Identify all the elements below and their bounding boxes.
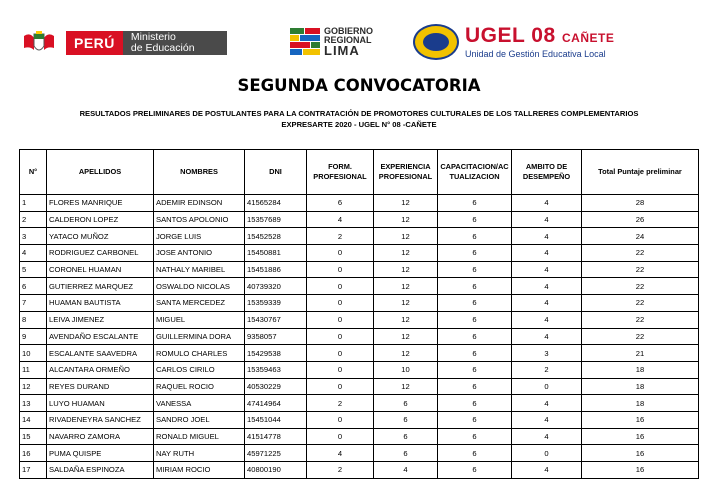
ugel-full-name: Unidad de Gestión Educativa Local [465, 49, 606, 59]
col-form-profesional-cell: 4 [307, 211, 374, 228]
col-number-cell: 10 [20, 345, 47, 362]
ugel-logo [413, 24, 614, 60]
col-experiencia-cell: 4 [374, 462, 438, 479]
table-row [20, 395, 699, 412]
table-row [20, 428, 699, 445]
header-logos [0, 24, 718, 64]
col-experiencia-cell: 12 [374, 245, 438, 262]
col-ambito-cell: 4 [512, 195, 582, 212]
col-apellidos-cell: YATACO MUÑOZ [47, 228, 154, 245]
col-number-cell: 9 [20, 328, 47, 345]
col-dni-cell: 41514778 [245, 428, 307, 445]
table-row [20, 245, 699, 262]
col-form-profesional-cell: 2 [307, 228, 374, 245]
col-experiencia-cell: 12 [374, 195, 438, 212]
col-apellidos-header: APELLIDOS [47, 150, 154, 195]
col-experiencia-cell: 12 [374, 228, 438, 245]
col-form-profesional-cell: 0 [307, 295, 374, 312]
col-dni-cell: 40800190 [245, 462, 307, 479]
col-experiencia-cell: 6 [374, 445, 438, 462]
ministry-line1: Ministerio [130, 31, 176, 43]
col-ambito-cell: 4 [512, 245, 582, 262]
col-dni-cell: 15450881 [245, 245, 307, 262]
col-form-profesional-cell: 4 [307, 445, 374, 462]
col-nombres-header: NOMBRES [154, 150, 245, 195]
col-apellidos-cell: ESCALANTE SAAVEDRA [47, 345, 154, 362]
col-form-profesional-cell: 6 [307, 195, 374, 212]
ministry-label [123, 31, 227, 55]
results-table [19, 149, 699, 479]
col-apellidos-cell: GUTIERREZ MARQUEZ [47, 278, 154, 295]
col-total-cell: 16 [582, 411, 699, 428]
gob-line3: LIMA [324, 43, 360, 58]
table-row [20, 378, 699, 395]
table-row [20, 328, 699, 345]
col-experiencia-cell: 12 [374, 295, 438, 312]
col-form-profesional-cell: 0 [307, 328, 374, 345]
col-apellidos-cell: SALDAÑA ESPINOZA [47, 462, 154, 479]
col-capacitacion-cell: 6 [438, 211, 512, 228]
col-number-cell: 4 [20, 245, 47, 262]
gobierno-regional-text [324, 27, 373, 57]
regional-emblem-icon [290, 28, 320, 56]
col-dni-cell: 45971225 [245, 445, 307, 462]
col-total-cell: 22 [582, 245, 699, 262]
col-capacitacion-cell: 6 [438, 428, 512, 445]
coat-of-arms-icon [22, 30, 56, 56]
col-number-cell: 8 [20, 311, 47, 328]
col-capacitacion-cell: 6 [438, 378, 512, 395]
col-capacitacion-cell: 6 [438, 462, 512, 479]
col-ambito-cell: 3 [512, 345, 582, 362]
col-number-cell: 3 [20, 228, 47, 245]
gobierno-regional-logo [290, 27, 373, 57]
col-capacitacion-cell: 6 [438, 411, 512, 428]
col-nombres-cell: RAQUEL ROCIO [154, 378, 245, 395]
subtitle-line1: RESULTADOS PRELIMINARES DE POSTULANTES PARA LA CONTRATACIÓN DE PROMOTORES CULTURALES DE LOS TALLRERES COMPLEMENTARIOS [79, 109, 639, 118]
col-ambito-cell: 4 [512, 328, 582, 345]
col-apellidos-cell: NAVARRO ZAMORA [47, 428, 154, 445]
col-apellidos-cell: AVENDAÑO ESCALANTE [47, 328, 154, 345]
col-capacitacion-cell: 6 [438, 228, 512, 245]
col-experiencia-cell: 6 [374, 411, 438, 428]
col-nombres-cell: SANDRO JOEL [154, 411, 245, 428]
col-form-profesional-cell: 0 [307, 428, 374, 445]
col-ambito-cell: 4 [512, 261, 582, 278]
col-form-profesional-cell: 0 [307, 311, 374, 328]
col-experiencia-cell: 10 [374, 361, 438, 378]
col-ambito-cell: 0 [512, 445, 582, 462]
col-dni-cell: 15429538 [245, 345, 307, 362]
col-nombres-cell: GUILLERMINA DORA [154, 328, 245, 345]
table-row [20, 261, 699, 278]
col-ambito-cell: 2 [512, 361, 582, 378]
col-capacitacion-cell: 6 [438, 361, 512, 378]
col-experiencia-cell: 12 [374, 211, 438, 228]
ugel-name [465, 25, 614, 49]
col-number-cell: 15 [20, 428, 47, 445]
col-number-cell: 13 [20, 395, 47, 412]
col-total-cell: 18 [582, 378, 699, 395]
col-capacitacion-cell: 6 [438, 445, 512, 462]
peru-minedu-logo [22, 30, 227, 56]
col-nombres-cell: VANESSA [154, 395, 245, 412]
ugel-emblem-icon [413, 24, 459, 60]
col-capacitacion-cell: 6 [438, 395, 512, 412]
col-apellidos-cell: RODRIGUEZ CARBONEL [47, 245, 154, 262]
col-total-header: Total Puntaje preliminar [582, 150, 699, 195]
col-apellidos-cell: CALDERON LOPEZ [47, 211, 154, 228]
col-dni-cell: 40739320 [245, 278, 307, 295]
col-ambito-cell: 4 [512, 395, 582, 412]
col-nombres-cell: ADEMIR EDINSON [154, 195, 245, 212]
subtitle-line2: EXPRESARTE 2020 - UGEL N° 08 -CAÑETE [281, 120, 437, 129]
col-number-header: N° [20, 150, 47, 195]
col-capacitacion-cell: 6 [438, 278, 512, 295]
col-number-cell: 1 [20, 195, 47, 212]
col-apellidos-cell: RIVADENEYRA SANCHEZ [47, 411, 154, 428]
peru-label: PERÚ [66, 31, 123, 55]
col-experiencia-cell: 12 [374, 278, 438, 295]
col-total-cell: 22 [582, 261, 699, 278]
col-total-cell: 16 [582, 445, 699, 462]
col-total-cell: 18 [582, 361, 699, 378]
col-total-cell: 16 [582, 428, 699, 445]
col-nombres-cell: MIGUEL [154, 311, 245, 328]
col-dni-cell: 15359339 [245, 295, 307, 312]
col-number-cell: 14 [20, 411, 47, 428]
col-form-profesional-cell: 0 [307, 261, 374, 278]
col-capacitacion-cell: 6 [438, 311, 512, 328]
table-row [20, 311, 699, 328]
col-total-cell: 28 [582, 195, 699, 212]
col-form-profesional-cell: 0 [307, 345, 374, 362]
col-nombres-cell: NATHALY MARIBEL [154, 261, 245, 278]
ugel-suffix: CAÑETE [562, 31, 615, 45]
col-form-profesional-cell: 2 [307, 395, 374, 412]
col-form-profesional-cell: 0 [307, 361, 374, 378]
table-row [20, 361, 699, 378]
col-apellidos-cell: FLORES MANRIQUE [47, 195, 154, 212]
col-nombres-cell: JORGE LUIS [154, 228, 245, 245]
col-apellidos-cell: HUAMAN BAUTISTA [47, 295, 154, 312]
col-experiencia-cell: 12 [374, 328, 438, 345]
col-nombres-cell: ROMULO CHARLES [154, 345, 245, 362]
table-row [20, 411, 699, 428]
col-form-profesional-cell: 0 [307, 278, 374, 295]
table-row [20, 345, 699, 362]
col-dni-header: DNI [245, 150, 307, 195]
col-experiencia-cell: 12 [374, 378, 438, 395]
col-dni-cell: 41565284 [245, 195, 307, 212]
col-nombres-cell: OSWALDO NICOLAS [154, 278, 245, 295]
ugel-text [465, 25, 614, 59]
col-form-profesional-header: FORM. PROFESIONAL [307, 150, 374, 195]
col-capacitacion-cell: 6 [438, 245, 512, 262]
col-ambito-cell: 4 [512, 311, 582, 328]
col-number-cell: 2 [20, 211, 47, 228]
col-ambito-cell: 4 [512, 428, 582, 445]
col-experiencia-cell: 12 [374, 261, 438, 278]
col-ambito-cell: 4 [512, 411, 582, 428]
table-row [20, 228, 699, 245]
page-title: SEGUNDA CONVOCATORIA [237, 76, 481, 95]
col-number-cell: 17 [20, 462, 47, 479]
col-dni-cell: 15451886 [245, 261, 307, 278]
header-row [20, 150, 699, 195]
col-dni-cell: 9358057 [245, 328, 307, 345]
col-total-cell: 26 [582, 211, 699, 228]
table-body [20, 195, 699, 479]
gob-line2: REGIONAL [324, 35, 372, 45]
col-nombres-cell: MIRIAM ROCIO [154, 462, 245, 479]
table-row [20, 445, 699, 462]
col-number-cell: 11 [20, 361, 47, 378]
table-row [20, 295, 699, 312]
gob-line1: GOBIERNO [324, 26, 374, 36]
col-experiencia-cell: 12 [374, 345, 438, 362]
col-number-cell: 7 [20, 295, 47, 312]
col-capacitacion-cell: 6 [438, 295, 512, 312]
col-nombres-cell: CARLOS CIRILO [154, 361, 245, 378]
table-row [20, 462, 699, 479]
col-apellidos-cell: LUYO HUAMAN [47, 395, 154, 412]
col-dni-cell: 15359463 [245, 361, 307, 378]
col-total-cell: 18 [582, 395, 699, 412]
table-header [20, 150, 699, 195]
table-row [20, 211, 699, 228]
col-ambito-header: AMBITO DE DESEMPEÑO [512, 150, 582, 195]
col-nombres-cell: RONALD MIGUEL [154, 428, 245, 445]
col-number-cell: 5 [20, 261, 47, 278]
col-total-cell: 22 [582, 328, 699, 345]
col-form-profesional-cell: 0 [307, 378, 374, 395]
col-apellidos-cell: REYES DURAND [47, 378, 154, 395]
ministry-line2: de Educación [130, 42, 195, 54]
col-form-profesional-cell: 2 [307, 462, 374, 479]
col-number-cell: 12 [20, 378, 47, 395]
col-nombres-cell: SANTA MERCEDEZ [154, 295, 245, 312]
page-subtitle [0, 108, 718, 130]
col-experiencia-cell: 6 [374, 428, 438, 445]
col-dni-cell: 15357689 [245, 211, 307, 228]
col-total-cell: 22 [582, 311, 699, 328]
col-ambito-cell: 0 [512, 378, 582, 395]
table-row [20, 278, 699, 295]
col-ambito-cell: 4 [512, 211, 582, 228]
col-form-profesional-cell: 0 [307, 245, 374, 262]
col-capacitacion-cell: 6 [438, 328, 512, 345]
col-nombres-cell: SANTOS APOLONIO [154, 211, 245, 228]
col-form-profesional-cell: 0 [307, 411, 374, 428]
col-apellidos-cell: PUMA QUISPE [47, 445, 154, 462]
col-number-cell: 6 [20, 278, 47, 295]
col-total-cell: 24 [582, 228, 699, 245]
table-row [20, 195, 699, 212]
col-capacitacion-header: CAPACITACION/ACTUALIZACION [438, 150, 512, 195]
col-experiencia-cell: 6 [374, 395, 438, 412]
col-total-cell: 22 [582, 278, 699, 295]
col-dni-cell: 15452528 [245, 228, 307, 245]
col-total-cell: 22 [582, 295, 699, 312]
col-ambito-cell: 4 [512, 462, 582, 479]
col-ambito-cell: 4 [512, 278, 582, 295]
col-nombres-cell: NAY RUTH [154, 445, 245, 462]
col-apellidos-cell: LEIVA JIMENEZ [47, 311, 154, 328]
col-apellidos-cell: ALCANTARA ORMEÑO [47, 361, 154, 378]
col-capacitacion-cell: 6 [438, 345, 512, 362]
col-capacitacion-cell: 6 [438, 195, 512, 212]
col-dni-cell: 47414964 [245, 395, 307, 412]
col-total-cell: 16 [582, 462, 699, 479]
col-ambito-cell: 4 [512, 295, 582, 312]
col-capacitacion-cell: 6 [438, 261, 512, 278]
col-dni-cell: 15430767 [245, 311, 307, 328]
col-ambito-cell: 4 [512, 228, 582, 245]
col-dni-cell: 40530229 [245, 378, 307, 395]
col-experiencia-cell: 12 [374, 311, 438, 328]
col-experiencia-header: EXPERIENCIA PROFESIONAL [374, 150, 438, 195]
ugel-name-main: UGEL 08 [465, 24, 556, 47]
col-number-cell: 16 [20, 445, 47, 462]
col-dni-cell: 15451044 [245, 411, 307, 428]
col-nombres-cell: JOSE ANTONIO [154, 245, 245, 262]
col-total-cell: 21 [582, 345, 699, 362]
col-apellidos-cell: CORONEL HUAMAN [47, 261, 154, 278]
